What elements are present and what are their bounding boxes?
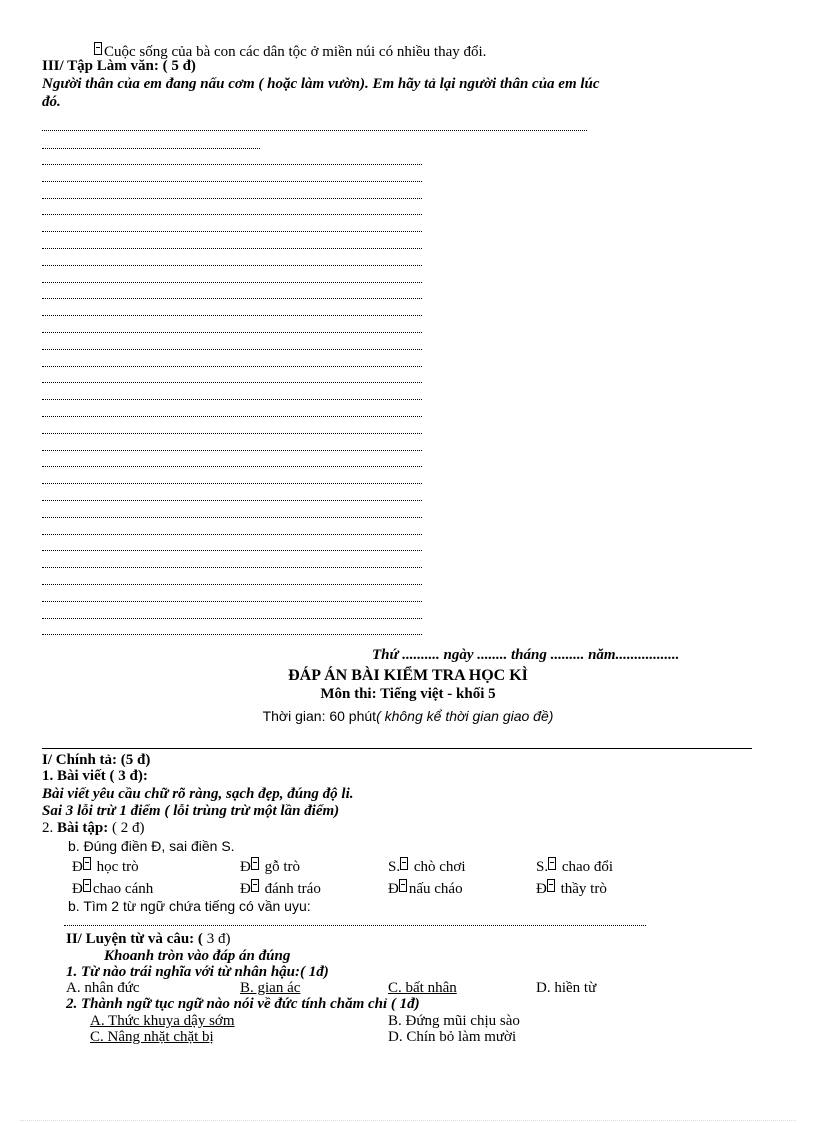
q1-option-d[interactable]: D. hiền từ	[536, 980, 597, 996]
answer-blank-line[interactable]	[64, 925, 646, 926]
page-bottom-rule	[20, 1120, 796, 1121]
checkbox-icon	[251, 879, 259, 892]
writing-line[interactable]	[42, 500, 422, 501]
part1-item2-heading: 2. Bài tập: ( 2 đ)	[42, 820, 145, 836]
checkbox-icon	[83, 879, 91, 892]
q1-option-c[interactable]: C. bất nhân	[388, 980, 457, 996]
writing-line[interactable]	[42, 382, 422, 383]
writing-line[interactable]	[42, 349, 422, 350]
q1-option-b[interactable]: B. gian ác	[240, 980, 301, 996]
q2-option-c[interactable]: C. Nâng nhặt chặt bị	[90, 1029, 214, 1045]
q2-option-d[interactable]: D. Chín bỏ làm mười	[388, 1029, 517, 1045]
part2-heading: II/ Luyện từ và câu: ( 3 đ)	[66, 931, 231, 947]
checkbox-icon	[399, 879, 407, 892]
date-line: Thứ .......... ngày ........ tháng ......... năm.................	[372, 647, 680, 663]
top-sentence: Cuộc sống của bà con các dân tộc ở miền núi có nhiều thay đổi.	[94, 42, 486, 60]
writing-line[interactable]	[42, 181, 422, 182]
writing-line[interactable]	[42, 618, 422, 619]
part1-item1-line1: Bài viết yêu cầu chữ rõ ràng, sạch đẹp, đúng độ li.	[42, 786, 354, 802]
checkbox-icon	[400, 857, 408, 870]
answer-subject: Môn thi: Tiếng việt - khối 5	[320, 686, 496, 702]
checkbox-icon	[83, 857, 91, 870]
answer-grid-cell: Đ thầy trò	[536, 881, 607, 897]
q1-option-a[interactable]: A. nhân đức	[66, 980, 140, 996]
answer-grid-cell: Đ gỗ trò	[240, 859, 301, 875]
answer-grid-cell: Đ nấu cháo	[388, 881, 463, 897]
answer-grid-cell: S. chao đổi	[536, 859, 614, 875]
writing-line[interactable]	[42, 315, 422, 316]
section3-prompt-line1: Người thân của em đang nấu cơm ( hoặc làm vườn). Em hãy tả lại người thân của em lúc	[42, 76, 600, 92]
question-2: 2. Thành ngữ tục ngữ nào nói về đức tính chăm chỉ ( 1đ)	[66, 996, 420, 1012]
part1-item1-line2: Sai 3 lỗi trừ 1 điểm ( lỗi trùng trừ một lần điểm)	[42, 803, 340, 819]
answer-title: ĐÁP ÁN BÀI KIỂM TRA HỌC KÌ	[288, 667, 528, 684]
writing-line[interactable]	[42, 298, 422, 299]
writing-line[interactable]	[42, 231, 422, 232]
writing-line[interactable]	[42, 483, 422, 484]
part1-sub-b1: b. Đúng điền Đ, sai điền S.	[68, 838, 235, 854]
writing-line[interactable]	[42, 130, 587, 131]
answer-grid-cell: S. chò chơi	[388, 859, 466, 875]
writing-line[interactable]	[42, 433, 422, 434]
question-1: 1. Từ nào trái nghĩa với từ nhân hậu:( 1đ)	[66, 964, 329, 980]
section3-prompt-line2: đó.	[42, 94, 61, 110]
writing-line[interactable]	[42, 332, 422, 333]
writing-line[interactable]	[42, 198, 422, 199]
writing-line[interactable]	[42, 416, 422, 417]
answer-grid-cell: Đ đánh tráo	[240, 881, 321, 897]
writing-line[interactable]	[42, 148, 260, 149]
q2-option-a[interactable]: A. Thức khuya dậy sớm	[90, 1013, 235, 1029]
part1-heading: I/ Chính tả: (5 đ)	[42, 752, 151, 768]
checkbox-icon	[547, 879, 555, 892]
q2-option-b[interactable]: B. Đứng mũi chịu sào	[388, 1013, 520, 1029]
writing-line[interactable]	[42, 634, 422, 635]
writing-line[interactable]	[42, 248, 422, 249]
part1-item1-heading: 1. Bài viết ( 3 đ):	[42, 768, 148, 784]
writing-line[interactable]	[42, 601, 422, 602]
divider-rule	[42, 748, 752, 749]
writing-line[interactable]	[42, 466, 422, 467]
writing-line[interactable]	[42, 550, 422, 551]
writing-line[interactable]	[42, 567, 422, 568]
answer-grid-cell: Đ chao cánh	[72, 881, 154, 897]
writing-line[interactable]	[42, 584, 422, 585]
part1-sub-b2: b. Tìm 2 từ ngữ chứa tiếng có vần uyu:	[68, 898, 311, 914]
writing-line[interactable]	[42, 366, 422, 367]
writing-line[interactable]	[42, 534, 422, 535]
writing-line[interactable]	[42, 399, 422, 400]
answer-grid-cell: Đ học trò	[72, 859, 139, 875]
checkbox-icon	[548, 857, 556, 870]
writing-line[interactable]	[42, 265, 422, 266]
checkbox-icon	[94, 42, 102, 55]
checkbox-icon	[251, 857, 259, 870]
writing-line[interactable]	[42, 282, 422, 283]
section3-heading: III/ Tập Làm văn: ( 5 đ)	[42, 58, 196, 74]
writing-line[interactable]	[42, 214, 422, 215]
writing-line[interactable]	[42, 450, 422, 451]
writing-line[interactable]	[42, 517, 422, 518]
part2-instruction: Khoanh tròn vào đáp án đúng	[104, 948, 291, 964]
answer-time: Thời gian: 60 phút( không kể thời gian giao đề)	[262, 708, 554, 724]
writing-line[interactable]	[42, 164, 422, 165]
